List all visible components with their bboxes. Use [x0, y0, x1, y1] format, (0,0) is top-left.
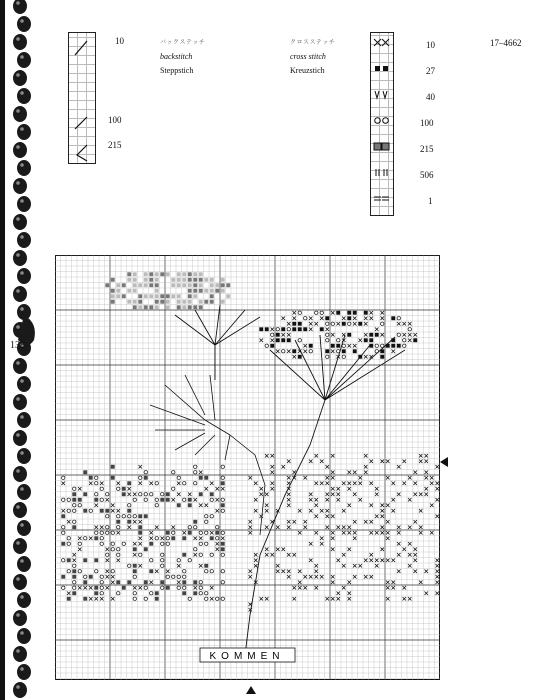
- stitch-symbol-icon: [375, 66, 388, 71]
- bead-icon: [13, 178, 27, 194]
- stitch-symbol-icon: [376, 169, 387, 176]
- crossstitch-symbols-icon: [371, 33, 393, 215]
- stitch-symbol-icon: [374, 39, 389, 46]
- page-number: 138: [10, 340, 25, 351]
- stitch-symbol-icon: [374, 143, 389, 150]
- backstitch-code: 100: [108, 115, 122, 125]
- bead-icon: [17, 448, 31, 464]
- bead-icon: [17, 16, 31, 32]
- bead-icon: [17, 664, 31, 680]
- bead-icon: [13, 250, 27, 266]
- crossstitch-code: 506: [420, 170, 434, 180]
- bead-icon: [17, 196, 31, 212]
- bead-icon: [17, 268, 31, 284]
- bead-icon: [13, 502, 27, 518]
- crossstitch-label-de: Kreuzstich: [290, 66, 325, 75]
- bead-icon: [17, 88, 31, 104]
- bead-icon: [13, 142, 27, 158]
- bead-icon: [13, 0, 27, 14]
- bead-icon: [17, 376, 31, 392]
- bead-icon: [13, 646, 27, 662]
- backstitch-swatch-column: [68, 32, 96, 164]
- crossstitch-code: 215: [420, 144, 434, 154]
- pattern-code: 17–4662: [490, 38, 522, 48]
- bead-icon: [17, 628, 31, 644]
- crossstitch-label-jp: クロスステッチ: [290, 40, 336, 46]
- bead-icon: [13, 538, 27, 554]
- bead-icon: [17, 520, 31, 536]
- bead-icon: [13, 430, 27, 446]
- backstitch-samples-icon: [69, 33, 95, 163]
- stitch-symbol-icon: [374, 197, 389, 200]
- bead-icon: [17, 556, 31, 572]
- bead-icon: [13, 358, 27, 374]
- bead-icon: [17, 160, 31, 176]
- crossstitch-label-en: cross stitch: [290, 52, 326, 61]
- bead-icon: [13, 466, 27, 482]
- cross-stitch-chart: [55, 255, 440, 680]
- backstitch-code: 10: [115, 36, 124, 46]
- bead-icon: [13, 70, 27, 86]
- bead-icon: [17, 52, 31, 68]
- backstitch-label-de: Steppstich: [160, 66, 194, 75]
- bead-icon: [13, 574, 27, 590]
- crossstitch-code: 40: [426, 92, 435, 102]
- bead-icon: [17, 412, 31, 428]
- bead-icon: [13, 214, 27, 230]
- triangle-marker-icon: [246, 686, 256, 694]
- bead-icon: [13, 106, 27, 122]
- backstitch-code: 215: [108, 140, 122, 150]
- bead-icon: [17, 484, 31, 500]
- bead-icon: [13, 394, 27, 410]
- crossstitch-code: 27: [426, 66, 435, 76]
- stitch-symbol-icon: [375, 91, 387, 98]
- backstitch-label-jp: バックステッチ: [160, 40, 206, 46]
- bead-icon: [13, 286, 27, 302]
- stitch-symbol-icon: [375, 118, 389, 124]
- crossstitch-code: 10: [426, 40, 435, 50]
- triangle-marker-icon: [440, 457, 448, 467]
- bead-icon: [13, 682, 27, 698]
- bead-icon: [17, 232, 31, 248]
- backstitch-label-en: backstitch: [160, 52, 193, 61]
- crossstitch-swatch-column: [370, 32, 394, 216]
- chart-label: KOMMEN: [209, 651, 285, 662]
- bead-icon: [17, 124, 31, 140]
- crossstitch-code: 1: [428, 196, 433, 206]
- crossstitch-code: 100: [420, 118, 434, 128]
- bead-icon: [13, 610, 27, 626]
- bead-icon: [17, 592, 31, 608]
- bead-icon: [13, 34, 27, 50]
